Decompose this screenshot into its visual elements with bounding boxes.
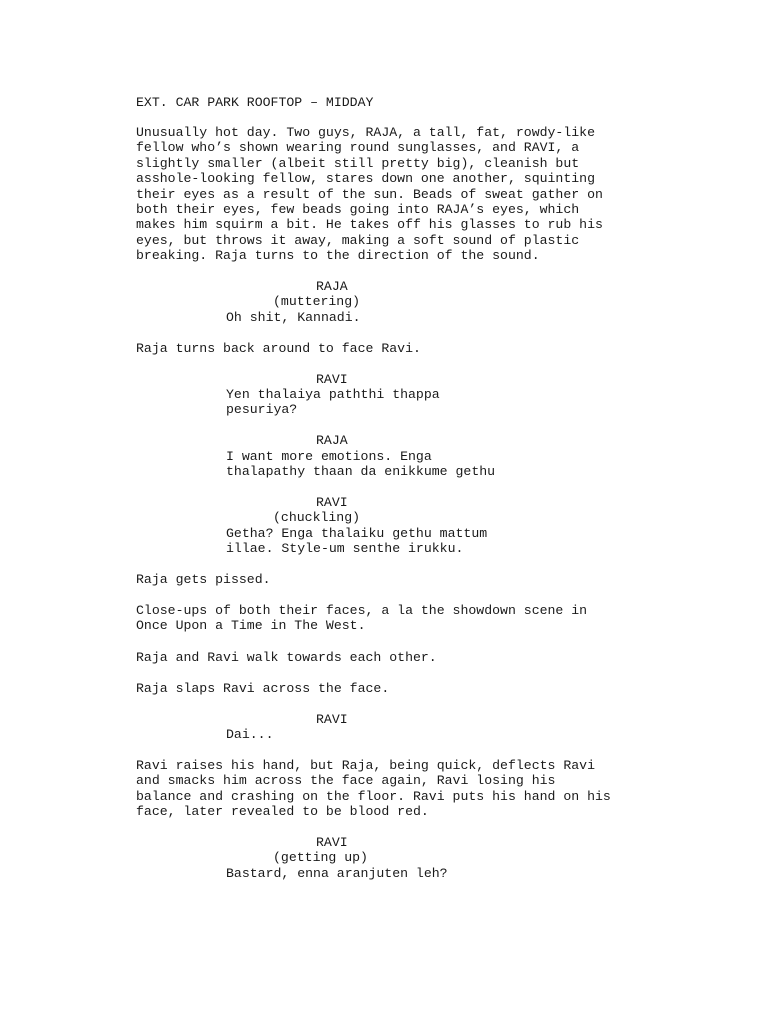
text-line: Raja slaps Ravi across the face.	[136, 681, 390, 696]
character-cue: RAJA	[316, 433, 348, 448]
text-line: Unusually hot day. Two guys, RAJA, a tall, fat, rowdy-like	[136, 125, 595, 140]
dialogue	[226, 387, 440, 418]
action-paragraph	[136, 758, 611, 820]
parenthetical: (getting up)	[273, 850, 368, 865]
text-line: asshole-looking fellow, stares down one another, squinting	[136, 171, 595, 187]
dialogue	[226, 866, 448, 881]
text-line: fellow who’s shown wearing round sunglasses, and RAVI, a	[136, 140, 580, 156]
text-line: I want more emotions. Enga	[226, 449, 432, 464]
text-line: Oh shit, Kannadi.	[226, 310, 361, 325]
text-line: Raja turns back around to face Ravi.	[136, 341, 421, 356]
text-line: Raja and Ravi walk towards each other.	[136, 650, 437, 665]
text-line: Ravi raises his hand, but Raja, being quick, deflects Ravi	[136, 758, 595, 773]
character-cue: RAVI	[316, 835, 348, 850]
text-line: both their eyes, few beads going into RAJA’s eyes, which	[136, 202, 580, 218]
parenthetical: (muttering)	[273, 294, 361, 309]
text-line: face, later revealed to be blood red.	[136, 804, 429, 820]
action-paragraph	[136, 341, 421, 356]
dialogue	[226, 449, 495, 480]
action-paragraph	[136, 650, 437, 665]
action-paragraph	[136, 572, 271, 587]
text-line: illae. Style-um senthe irukku.	[226, 541, 464, 557]
text-line: breaking. Raja turns to the direction of the sound.	[136, 248, 540, 264]
dialogue	[226, 310, 361, 325]
dialogue	[226, 727, 273, 742]
character-cue: RAVI	[316, 372, 348, 387]
text-line: pesuriya?	[226, 402, 298, 418]
action-paragraph	[136, 125, 603, 264]
text-line: Close-ups of both their faces, a la the showdown scene in	[136, 603, 588, 618]
action-paragraph	[136, 681, 389, 696]
dialogue	[226, 526, 487, 557]
scene-heading: EXT. CAR PARK ROOFTOP – MIDDAY	[136, 95, 374, 110]
character-cue: RAJA	[316, 279, 348, 294]
parenthetical: (chuckling)	[273, 510, 361, 525]
text-line: Getha? Enga thalaiku gethu mattum	[226, 526, 488, 541]
text-line: Once Upon a Time in The West.	[136, 618, 366, 634]
text-line: eyes, but throws it away, making a soft sound of plastic	[136, 232, 580, 248]
text-line: Bastard, enna aranjuten leh?	[226, 866, 448, 881]
character-cue: RAVI	[316, 495, 348, 510]
text-line: thalapathy thaan da enikkume gethu	[226, 464, 496, 480]
text-line: and smacks him across the face again, Ravi losing his	[136, 773, 556, 789]
text-line: their eyes as a result of the sun. Beads of sweat gather on	[136, 186, 603, 202]
text-line: Yen thalaiya paththi thappa	[226, 387, 440, 402]
text-line: slightly smaller (albeit still pretty big), cleanish but	[136, 155, 580, 171]
text-line: Raja gets pissed.	[136, 572, 271, 587]
character-cue: RAVI	[316, 712, 348, 727]
text-line: makes him squirm a bit. He takes off his glasses to rub his	[136, 217, 603, 233]
text-line: balance and crashing on the floor. Ravi puts his hand on his	[136, 788, 611, 804]
action-paragraph	[136, 603, 587, 634]
text-line: Dai...	[226, 727, 274, 742]
